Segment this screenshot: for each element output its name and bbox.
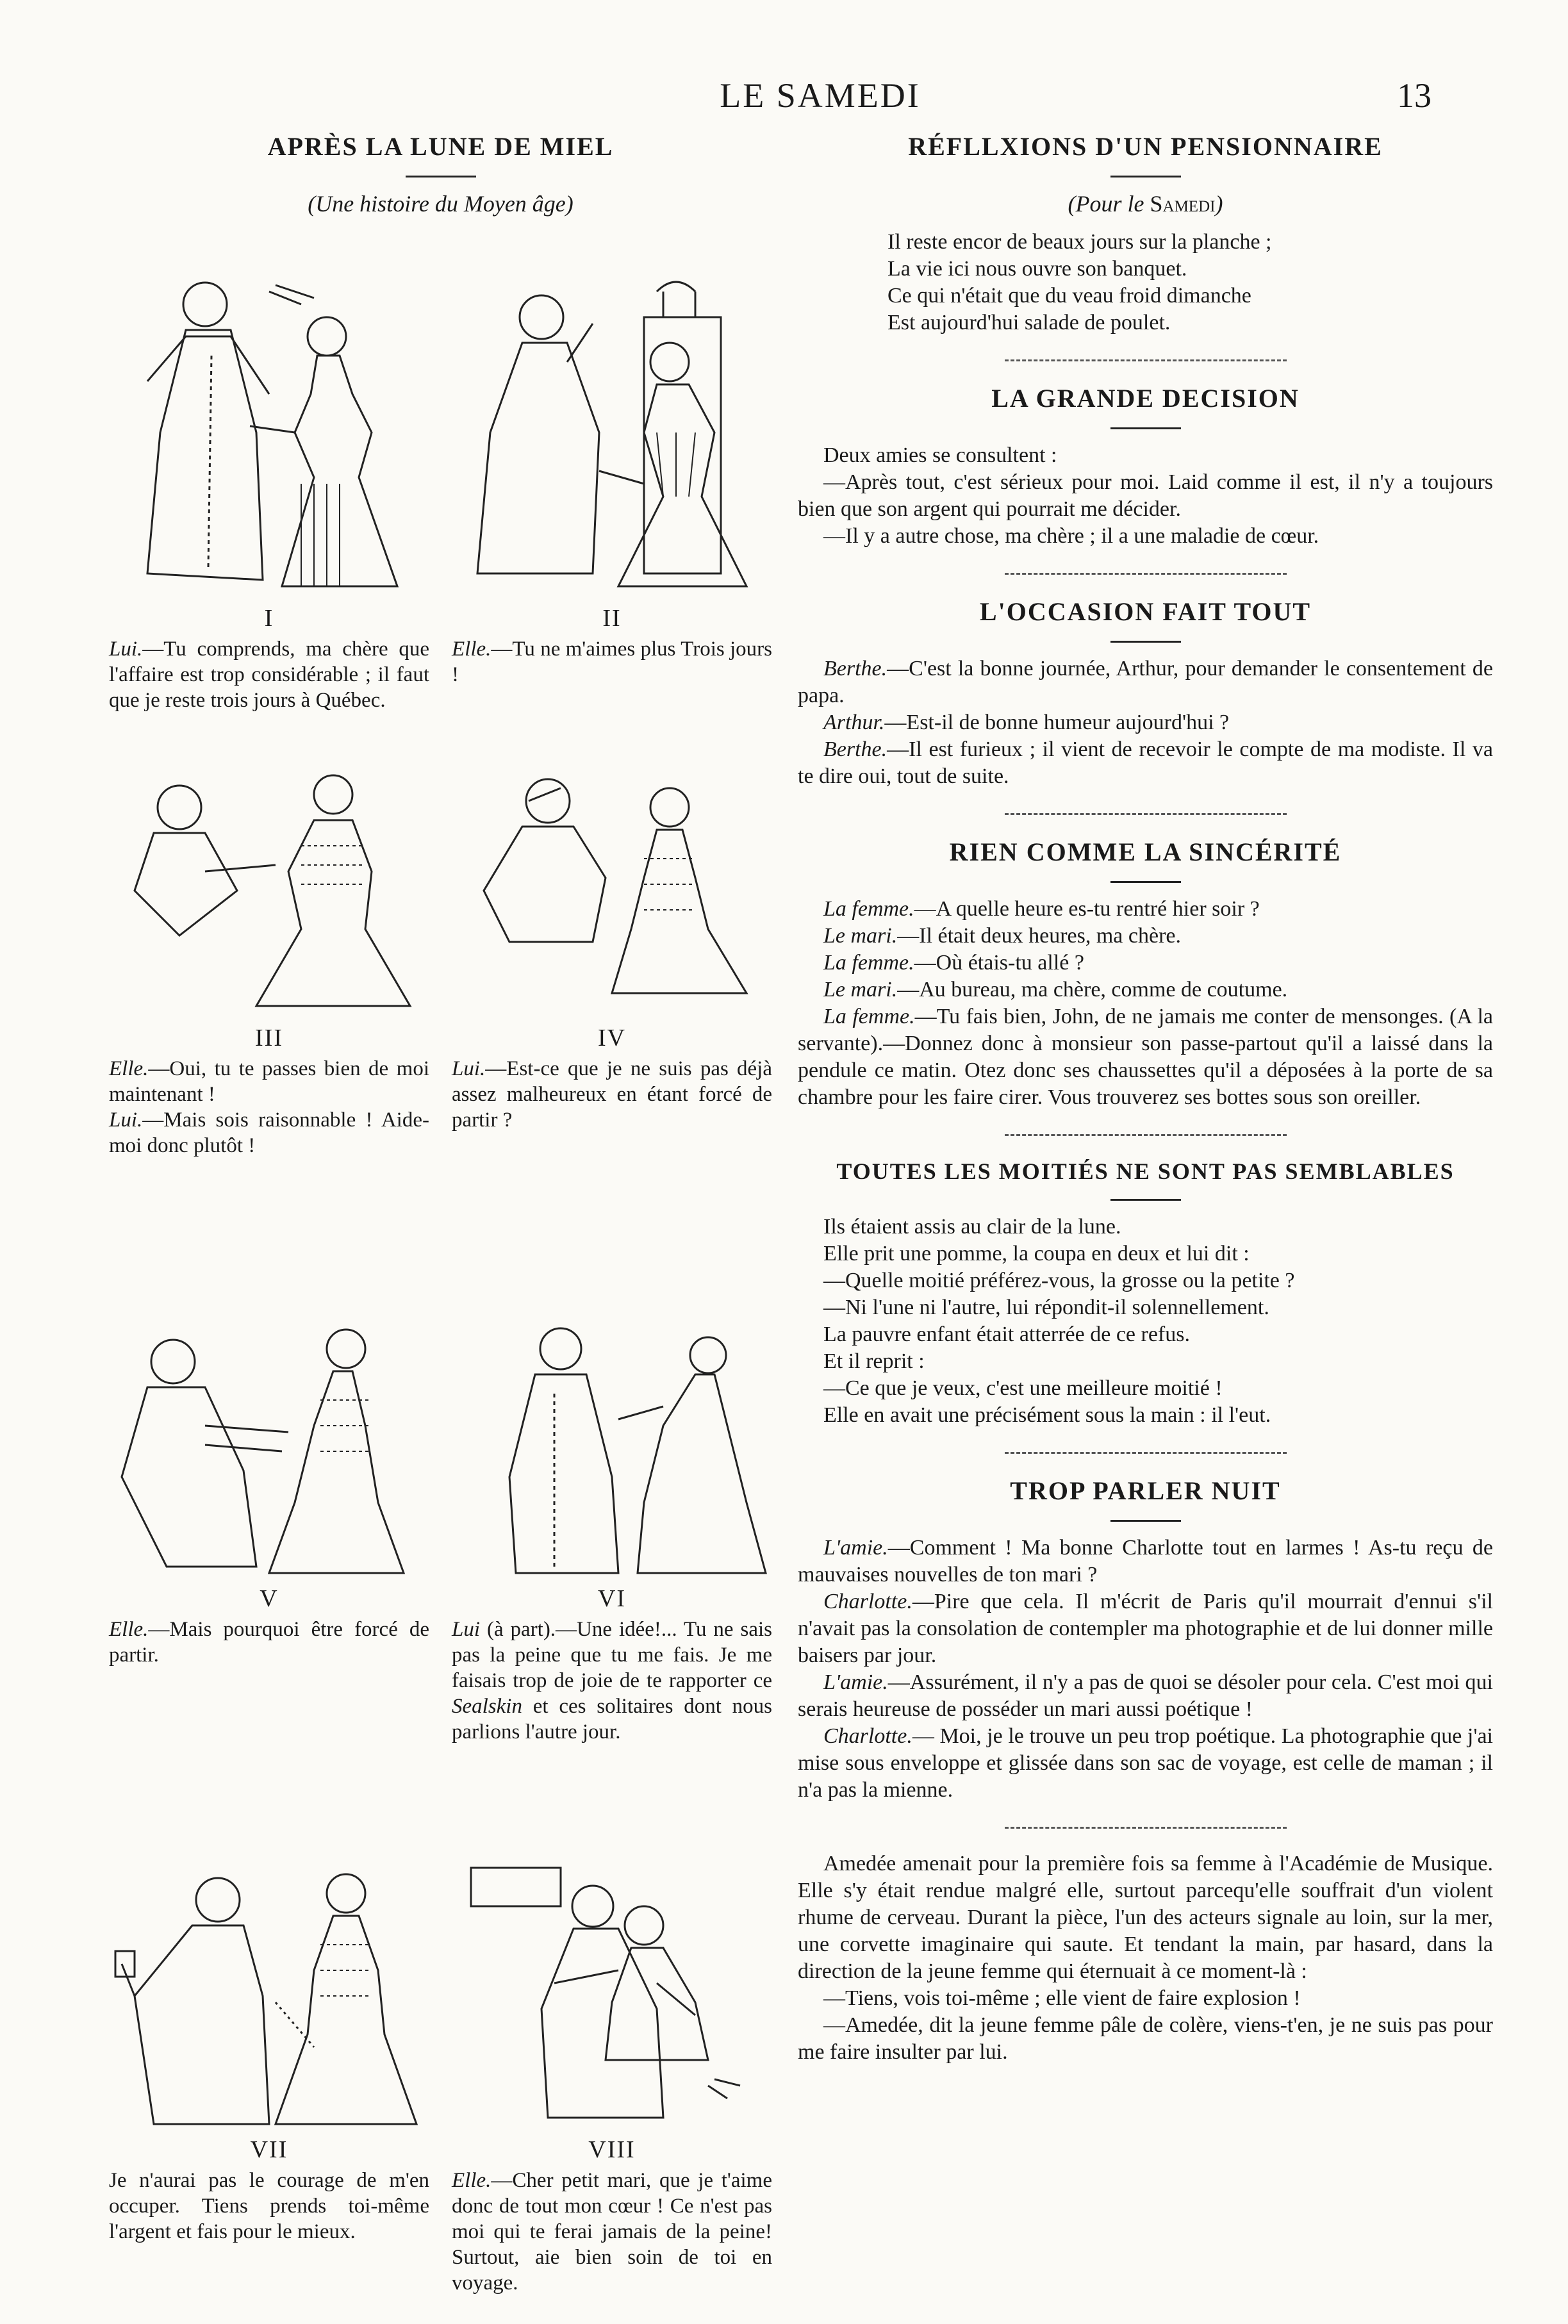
paragraph: Deux amies se consultent : [823,443,1057,467]
poem [887,229,1493,336]
right-column [798,131,1493,2297]
caption-emphasis: Sealskin [452,1695,522,1718]
panel-illustration [452,1310,772,1579]
article-sincerite [798,837,1493,1111]
paragraph: L'amie.—Assurément, il n'y a pas de quoi se désoler pour cela. C'est moi qui serais heureuse de posséder un mari aussi poétique ! [798,1670,1493,1721]
text-line: Et il reprit : [823,1349,925,1373]
caption-text: —Tu ne m'aimes plus Trois jours ! [452,638,772,686]
poem-line: Est aujourd'hui salade de poulet. [887,311,1171,334]
journal-title: LE SAMEDI [720,76,921,115]
poem-line: Ce qui n'était que du veau froid dimanche [887,284,1251,308]
article-byline: (Pour le Samedi) [1068,191,1223,217]
paragraph: L'amie.—Comment ! Ma bonne Charlotte tout en larmes ! As-tu reçu de mauvaises nouvelles de ton mari ? [798,1536,1493,1586]
panel-caption [109,1056,429,1158]
paragraph: —Amedée, dit la jeune femme pâle de colère, viens-t'en, je ne suis pas pour me faire insulter par lui. [798,2013,1493,2064]
article-amedee [798,1850,1493,2066]
paragraph: Charlotte.—Pire que cela. Il m'écrit de Paris qu'il mourrait d'ennui s'il n'avait pas la consolation de contempler ma photographie et de lui donner mille baisers par jour. [798,1590,1493,1667]
panel-caption [452,2168,772,2296]
comic-panel-5 [109,1310,429,1668]
page-header [0,76,1568,120]
paragraph: Le mari.—Au bureau, ma chère, comme de coutume. [823,978,1288,1001]
article-title: LA GRANDE DECISION [991,384,1300,413]
panel-number: IV [597,1025,627,1051]
text-line: La pauvre enfant était atterrée de ce refus. [823,1323,1190,1346]
paragraph: La femme.—Tu fais bien, John, de ne jamais me conter de mensonges. (A la servante).—Donnez donc à monsieur son passe-partout qu'il a laissé dans la pendule ce matin. Otez donc ses chaussettes qu'il a déposées à la porte de sa chambre pour les faire cirer. Vous trouverez ses bottes sous son oreiller. [798,1005,1493,1109]
comic-subtitle: (Une histoire du Moyen âge) [308,191,574,217]
speaker: Lui [452,1618,481,1641]
comic-panel-7 [109,1855,429,2245]
caption-text: —Oui, tu te passes bien de moi maintenant ! [109,1057,429,1106]
speaker: Elle. [109,1618,149,1641]
paragraph: Berthe.—Il est furieux ; il vient de recevoir le compte de ma modiste. Il va te dire oui, tout de suite. [798,738,1493,788]
text-block [823,1214,1493,1429]
title-rule [1110,427,1181,429]
section-separator [1005,813,1287,815]
panel-illustration [452,266,772,599]
article-occasion [798,597,1493,790]
text-line: Elle en avait une précisément sous la main : il l'eut. [823,1403,1271,1427]
title-rule [1110,176,1181,177]
paragraph: Berthe.—C'est la bonne journée, Arthur, pour demander le consentement de papa. [798,657,1493,707]
paragraph: Amedée amenait pour la première fois sa femme à l'Académie de Musique. Elle s'y était rendue malgré elle, surtout parcequ'elle souffrait d'un violent rhume de cerveau. Durant la pièce, l'un des acteurs signale au loin, sur la mer, une corvette imaginaire qui saute. Et tendant la main, par hasard, dans la direction de la jeune femme qui éternuait à ce moment-là : [798,1852,1493,1983]
panel-caption: Je n'aurai pas le courage de m'en occuper. Tiens prends toi-même l'argent et fais pour le mieux. [109,2169,429,2243]
panel-illustration [109,1855,429,2130]
article-title: RÉFLLXIONS D'UN PENSIONNAIRE [908,132,1383,161]
panel-caption [452,1056,772,1133]
section-separator [1005,1827,1287,1829]
panel-number: VIII [588,2136,636,2163]
speaker: Elle. [452,2169,491,2192]
comic-panel-4 [452,762,772,1133]
title-rule [1110,881,1181,883]
article-reflexions [798,131,1493,336]
article-title: TROP PARLER NUIT [1010,1476,1281,1505]
paragraph: —Après tout, c'est sérieux pour moi. Laid comme il est, il n'y a toujours bien que son argent qui pourrait me décider. [798,470,1493,521]
speaker: Elle. [109,1057,149,1080]
text-line: —Ce que je veux, c'est une meilleure moitié ! [823,1376,1223,1400]
text-line: Elle prit une pomme, la coupa en deux et lui dit : [823,1242,1250,1265]
title-rule [1110,641,1181,643]
caption-text: —Est-ce que je ne suis pas déjà assez malheureux en étant forcé de partir ? [452,1057,772,1132]
poem-line: Il reste encor de beaux jours sur la planche ; [887,230,1272,254]
caption-text: —Cher petit mari, que je t'aime donc de tout mon cœur ! Ce n'est pas moi qui te ferai jamais de la peine! Surtout, aie bien soin de toi en voyage. [452,2169,772,2295]
comic-panel-1 [109,266,429,713]
comic-panel-8 [452,1855,772,2296]
article-trop-parler [798,1476,1493,1804]
text-line: —Ni l'une ni l'autre, lui répondit-il solennellement. [823,1296,1269,1319]
paragraph: Charlotte.— Moi, je le trouve un peu trop poétique. La photographie que j'ai mise sous enveloppe et glissée dans son sac de voyage, est celle de maman ; il n'a pas la mienne. [798,1724,1493,1802]
caption-text: —Mais pourquoi être forcé de partir. [109,1618,429,1667]
panel-caption [452,636,772,688]
title-rule [1110,1199,1181,1201]
section-separator [1005,359,1287,361]
caption-text: et ces solitaires dont nous parlions l'autre jour. [452,1695,772,1743]
panel-caption [452,1617,772,1745]
panel-illustration [109,266,429,599]
caption-text: —Tu comprends, ma chère que l'affaire est trop considérable ; il faut que je reste trois jours à Québec. [109,638,429,712]
article-moities [798,1158,1493,1429]
page-number: 13 [1397,76,1432,115]
paragraph: —Tiens, vois toi-même ; elle vient de faire explosion ! [823,1986,1301,2010]
panel-number: VII [250,2136,288,2163]
speaker: Lui. [109,1108,143,1132]
panel-illustration [109,762,429,1019]
paragraph: Arthur.—Est-il de bonne humeur aujourd'hui ? [823,711,1230,734]
comic-title: APRÈS LA LUNE DE MIEL [267,132,614,161]
paragraph: La femme.—Où étais-tu allé ? [823,951,1084,975]
caption-text: (à part).—Une idée!... Tu ne sais pas la peine que tu me fais. Je me faisais trop de joie de te rapporter ce [452,1618,772,1692]
article-title: L'OCCASION FAIT TOUT [979,597,1312,626]
comic-panel-3 [109,762,429,1158]
panel-caption [109,636,429,713]
panel-number: VI [597,1585,627,1612]
title-rule [1110,1520,1181,1522]
title-rule [406,176,476,177]
panel-illustration [109,1310,429,1579]
left-column [96,131,785,2297]
caption-text: —Mais sois raisonnable ! Aide-moi donc plutôt ! [109,1108,429,1157]
article-title: RIEN COMME LA SINCÉRITÉ [949,837,1342,866]
paragraph: La femme.—A quelle heure es-tu rentré hier soir ? [823,897,1260,921]
panel-number: V [260,1585,279,1612]
panel-number: I [264,605,274,632]
section-separator [1005,1134,1287,1136]
article-title: TOUTES LES MOITIÉS NE SONT PAS SEMBLABLES [836,1158,1455,1184]
poem-line: La vie ici nous ouvre son banquet. [887,257,1187,281]
speaker: Lui. [109,638,143,661]
panel-number: III [255,1025,283,1051]
panel-caption [109,1617,429,1668]
panel-illustration [452,762,772,1019]
text-line: —Quelle moitié préférez-vous, la grosse ou la petite ? [823,1269,1295,1292]
panel-illustration [452,1855,772,2130]
text-line: Ils étaient assis au clair de la lune. [823,1215,1121,1239]
section-separator [1005,573,1287,575]
speaker: Lui. [452,1057,486,1080]
speaker: Elle. [452,638,491,661]
paragraph: —Il y a autre chose, ma chère ; il a une maladie de cœur. [823,524,1319,548]
comic-panel-6 [452,1310,772,1745]
comic-panel-2 [452,266,772,688]
section-separator [1005,1452,1287,1454]
panel-number: II [602,605,622,632]
article-decision [798,383,1493,550]
paragraph: Le mari.—Il était deux heures, ma chère. [823,924,1181,948]
